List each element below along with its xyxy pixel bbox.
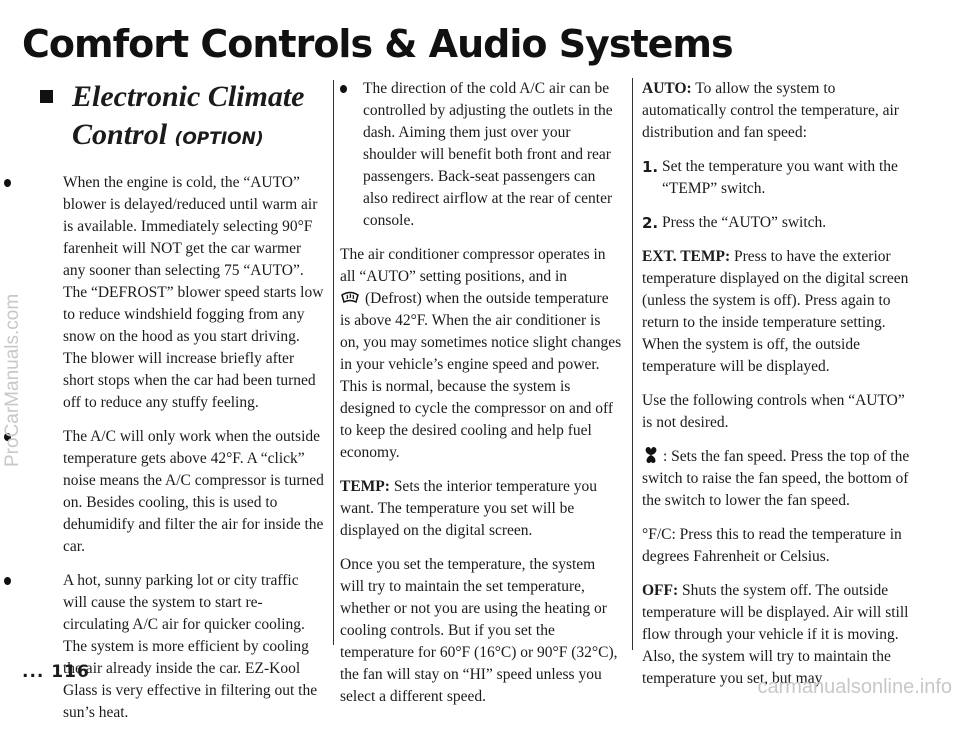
temp-text: Sets the interior temperature you want. The temperature you set will be displayed on the digital screen.	[340, 478, 597, 539]
side-watermark: ProCarManuals.com	[2, 293, 23, 467]
defrost-icon	[340, 290, 360, 306]
paragraph: °F/C: Press this to read the temperature in degrees Fahrenheit or Celsius.	[642, 526, 902, 565]
paragraph: Once you set the temperature, the system will try to maintain the set temperature, whether or not you are using the heating or cooling controls. But if you set the temperature for 60°F (16°C) or 90°F (32°C), the fan will stay on “HI” speed unless you select a different speed.	[340, 556, 618, 705]
off-label: OFF:	[642, 582, 679, 599]
footer-watermark: carmanualsonline.info	[757, 676, 952, 698]
section-title-line2: Control	[72, 118, 168, 151]
page-number: ... 116	[22, 662, 90, 682]
step-number: 2.	[642, 214, 659, 232]
paragraph-text: The air conditioner compressor operates in all “AUTO” setting positions, and in	[340, 246, 606, 285]
bullet-text: When the engine is cold, the “AUTO” blower is delayed/reduced until warm air is available. Immediately selecting 90°F farenheit will NOT get the car warmer any sooner than selecting 75 “AUTO”. The “DEFROST” blower speed starts low to reduce windshield fogging from any snow on the hood as you start driving. The blower will increase briefly after short stops when the car had been turned off to reduce any stuffy feeling.	[63, 174, 324, 411]
square-bullet-icon	[40, 90, 53, 103]
bullet-item	[4, 426, 326, 558]
auto-label: AUTO:	[642, 80, 692, 97]
paragraph	[340, 244, 622, 464]
bullet-text: The A/C will only work when the outside temperature gets above 42°F. A “click” noise means the A/C compressor is turned on. Besides cooling, this is used to dehumidify and filter the air for inside the car.	[63, 428, 324, 555]
paragraph	[642, 78, 916, 144]
paragraph	[642, 580, 916, 690]
step-text: Press the “AUTO” switch.	[662, 214, 827, 231]
step-item	[642, 156, 916, 200]
column-divider	[333, 80, 334, 645]
section-title-line1: Electronic Climate	[72, 80, 305, 113]
option-label: (OPTION)	[174, 129, 264, 149]
ext-temp-label: EXT. TEMP:	[642, 248, 731, 265]
column-divider	[632, 78, 633, 650]
bullet-text: The direction of the cold A/C air can be controlled by adjusting the outlets in the dash. Aiming them just over your shoulder will benefit both front and rear passengers. Back-seat passengers can also redirect airflow at the rear of center console.	[363, 80, 613, 229]
step-number: 1.	[642, 158, 659, 176]
ext-temp-text: Press to have the exterior temperature displayed on the digital screen (unless the system is off). Press again to return to the inside temperature setting. When the system is off, the outside temperature will be displayed.	[642, 248, 909, 375]
column-1	[40, 78, 326, 736]
temp-label: TEMP:	[340, 478, 390, 495]
step-text: Set the temperature you want with the “TEMP” switch.	[662, 158, 898, 197]
paragraph	[340, 476, 622, 542]
fan-text: : Sets the fan speed. Press the top of the switch to raise the fan speed, the bottom of the switch to lower the fan speed.	[642, 448, 910, 509]
auto-text: To allow the system to automatically control the temperature, air distribution and fan speed:	[642, 80, 899, 141]
paragraph-text: (Defrost) when the outside temperature is above 42°F. When the air conditioner is on, you may sometimes notice slight changes in your vehicle’s engine speed and power. This is normal, because the system is designed to cycle the compressor on and off to keep the desired cooling and help fuel economy.	[340, 290, 622, 461]
bullet-item	[340, 78, 622, 232]
bullet-item	[4, 570, 326, 724]
page-heading: Comfort Controls & Audio Systems	[22, 22, 733, 66]
bullet-dot-icon	[340, 85, 347, 93]
column-3	[642, 78, 916, 702]
paragraph	[642, 446, 916, 512]
column-2	[340, 78, 622, 720]
bullet-text: A hot, sunny parking lot or city traffic will cause the system to start re-circulating A/C air for quicker cooling. The system is more efficient by cooling the air already inside the car. EZ-Kool Glass is very effective in filtering out the sun’s heat.	[63, 572, 318, 721]
bullet-item	[4, 172, 326, 414]
off-text: Shuts the system off. The outside temperature will be displayed. Air will still flow through your vehicle if it is moving. Also, the system will try to maintain the temperature you set, but may	[642, 582, 909, 687]
section-title	[40, 78, 326, 158]
fan-icon	[642, 446, 660, 464]
step-item	[642, 212, 916, 234]
paragraph: Use the following controls when “AUTO” is not desired.	[642, 392, 905, 431]
paragraph	[642, 246, 916, 378]
